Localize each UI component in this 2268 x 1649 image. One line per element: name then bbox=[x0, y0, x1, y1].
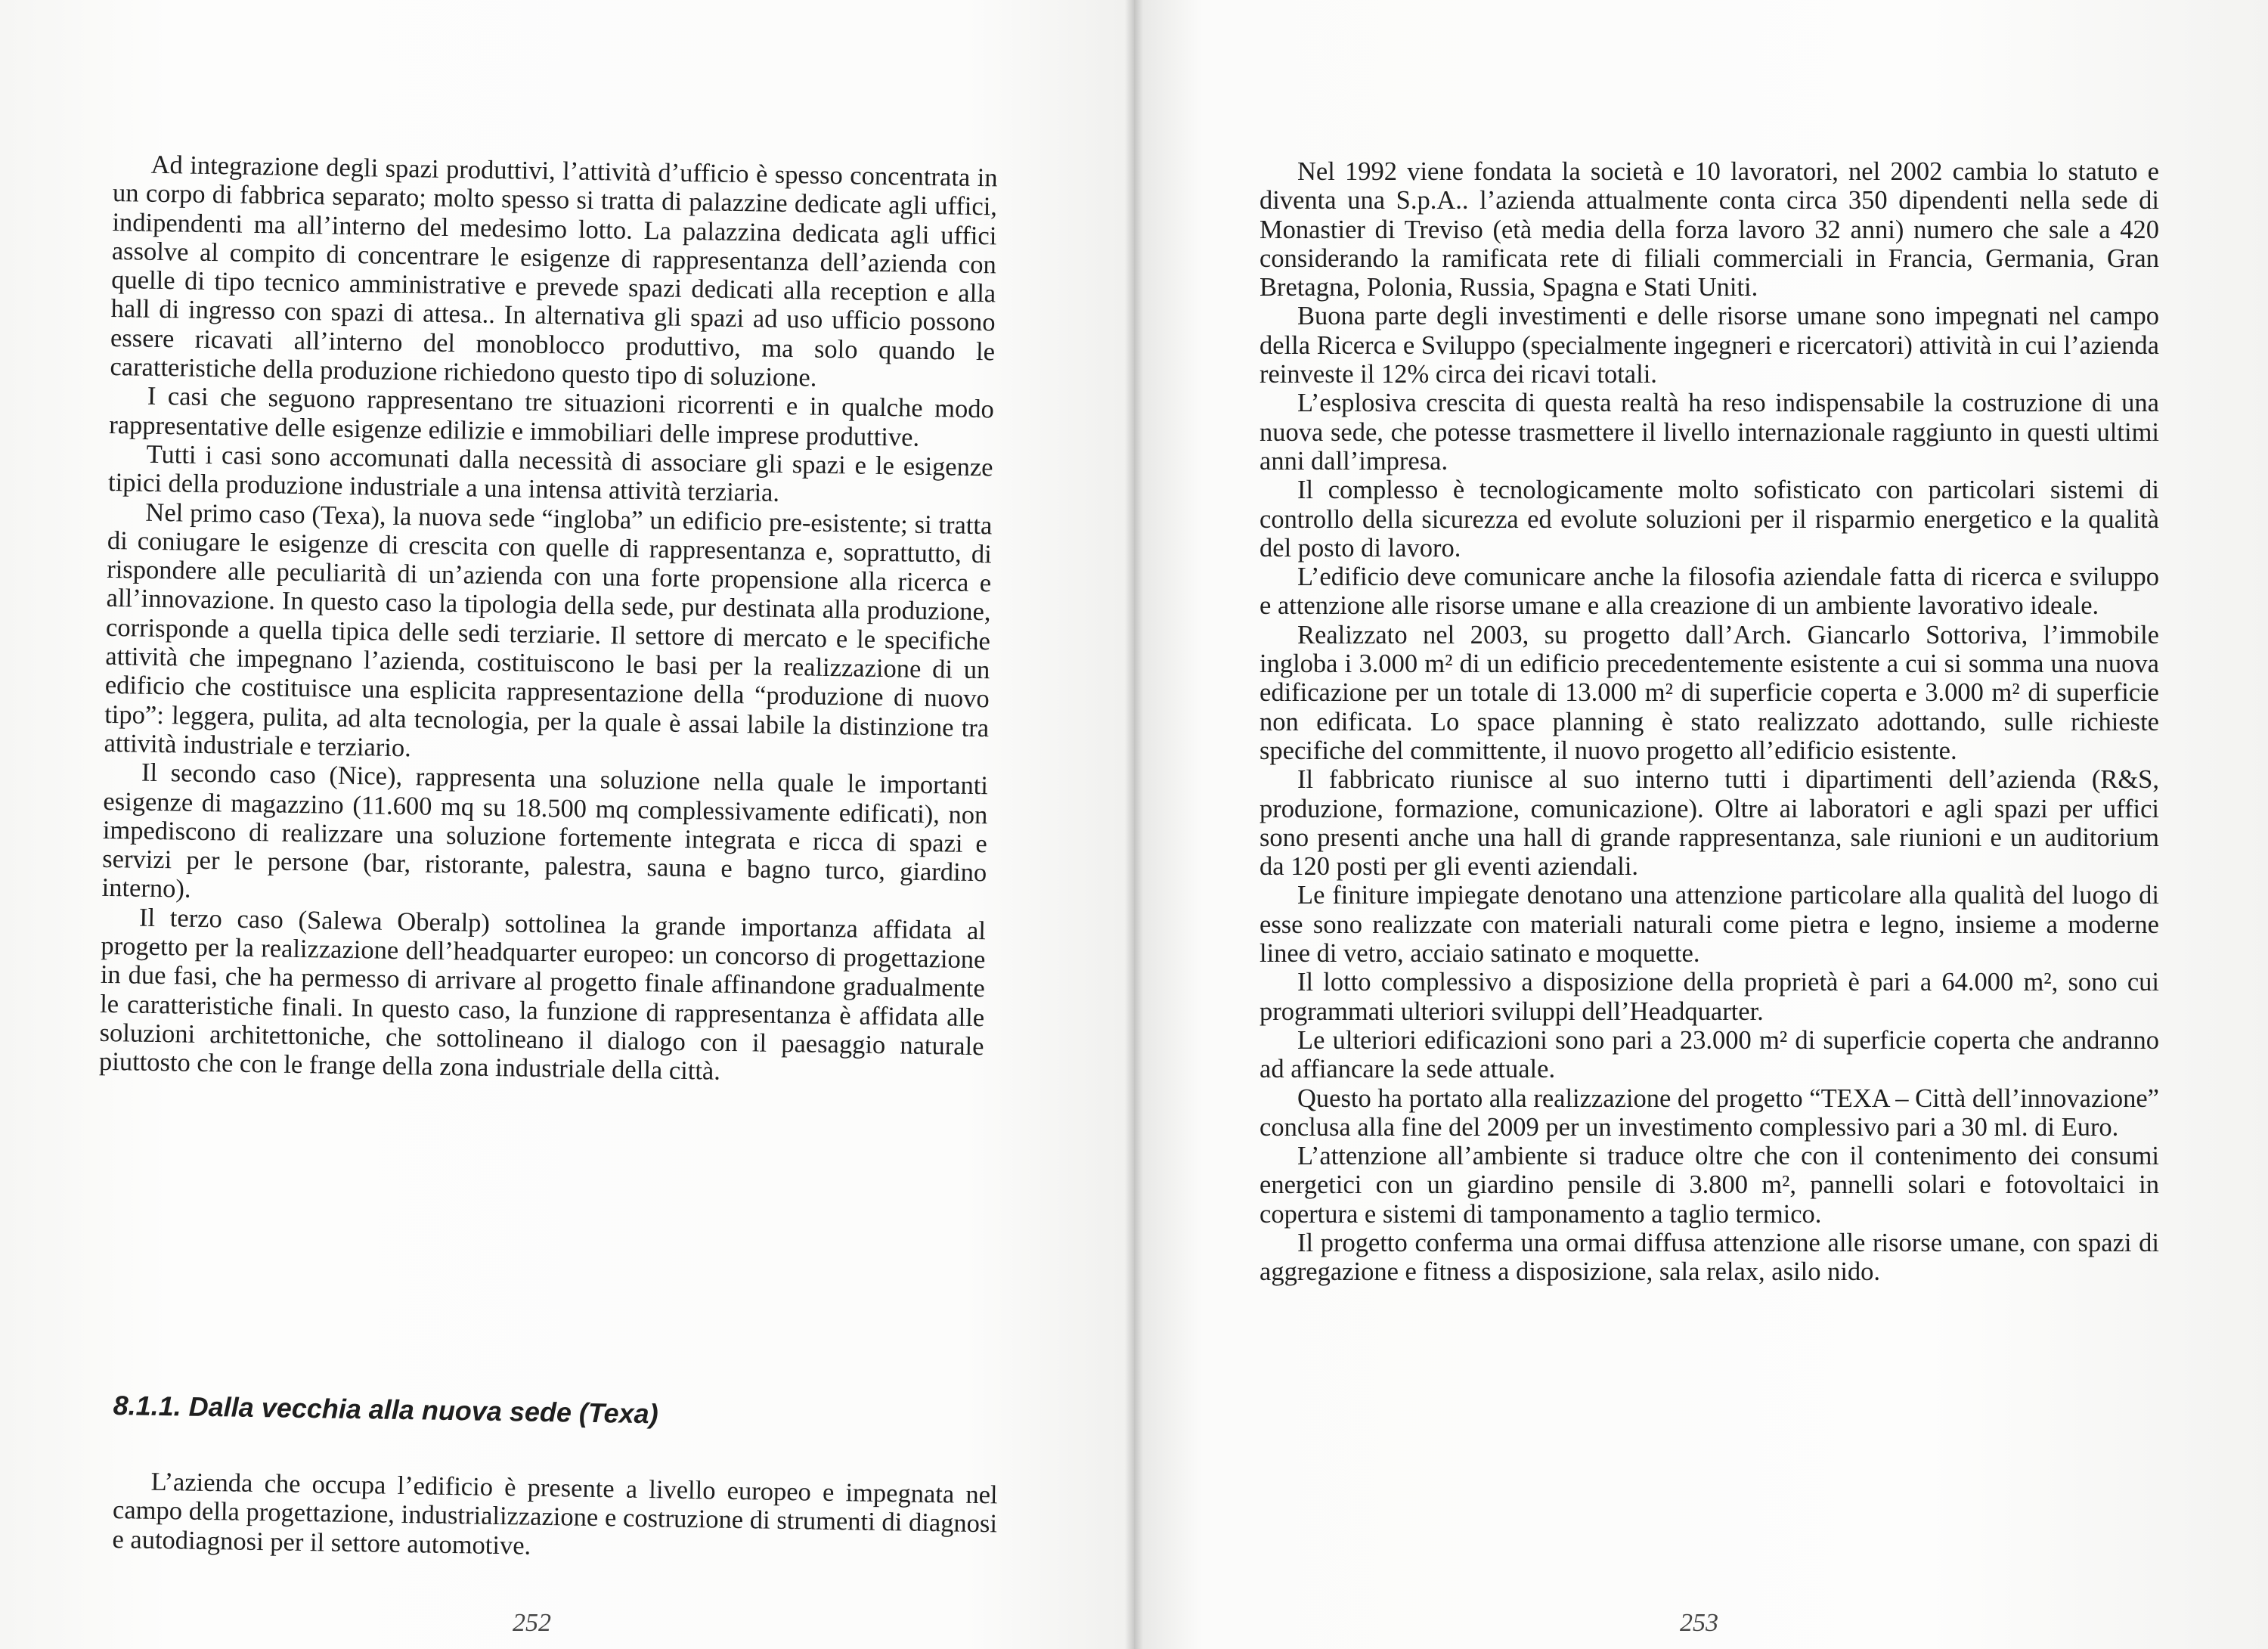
paragraph: Il secondo caso (Nice), rappresenta una soluzione nella quale le importanti esigenze di magazzino (11.600 mq su 18.500 mq complessivamente edificati), non impediscono di realizzare una soluzione fortemente integrata e ricca di spazi e servizi per le persone (bar, ristorante, palestra, sauna e bagno turco, giardino interno). bbox=[101, 758, 989, 904]
section-heading: 8.1.1. Dalla vecchia alla nuova sede (Texa) bbox=[113, 1390, 658, 1430]
paragraph: L’azienda che occupa l’edificio è presente a livello europeo e impegnata nel campo della progettazione, industrializzazione e costruzione di strumenti di diagnosi e autodiagnosi per il settore automotive. bbox=[112, 1467, 998, 1561]
left-page-body bbox=[99, 150, 998, 1090]
paragraph: Le finiture impiegate denotano una attenzione particolare alla qualità del luogo di esse sono realizzate con materiali naturali come pietra e legno, insieme a moderne linee di vetro, acciaio satinato e moquette. bbox=[1259, 881, 2159, 969]
paragraph: Questo ha portato alla realizzazione del progetto “TEXA – Città dell’innovazione” conclusa alla fine del 2009 per un investimento complessivo pari a 30 ml. di Euro. bbox=[1259, 1083, 2159, 1142]
right-page bbox=[1134, 0, 2268, 1649]
section-body bbox=[112, 1467, 998, 1567]
book-gutter bbox=[1125, 0, 1143, 1649]
paragraph: Nel primo caso (Texa), la nuova sede “ingloba” un edificio pre-esistente; si tratta di coniugare le esigenze di crescita con quelle di rappresentanza e, soprattutto, di rispondere alle peculiarità di un’azienda con una forte propensione alla ricerca e all’innovazione. In questo caso la tipologia della sede, pur destinata alla produzione, corrisponde a quella tipica delle sedi terziarie. Il settore di mercato e le specifiche attività che impegnano l’azienda, costituiscono le basi per la realizzazione di un edificio che costituisce una esplicita rappresentazione della “produzione di nuovo tipo”: leggera, pulita, ad alta tecnologia, per la quale è assai labile la distinzione tra attività industriale e terziario. bbox=[104, 497, 993, 763]
paragraph: L’esplosiva crescita di questa realtà ha reso indispensabile la costruzione di una nuova sede, che potesse trasmettere il livello internazionale raggiunto in questi ultimi anni dall’impresa. bbox=[1259, 389, 2159, 476]
page-number: 252 bbox=[513, 1609, 551, 1637]
paragraph: Le ulteriori edificazioni sono pari a 23.000 m² di superficie coperta che andranno ad affiancare la sede attuale. bbox=[1259, 1025, 2159, 1084]
paragraph: Buona parte degli investimenti e delle risorse umane sono impegnati nel campo della Ricerca e Sviluppo (specialmente ingegneri e ricercatori) attività in cui l’azienda reinveste il 12% circa dei ricavi totali. bbox=[1259, 302, 2159, 389]
paragraph: L’edificio deve comunicare anche la filosofia aziendale fatta di ricerca e sviluppo e attenzione alle risorse umane e alla creazione di un ambiente lavorativo ideale. bbox=[1259, 563, 2159, 621]
paragraph: Ad integrazione degli spazi produttivi, l’attività d’ufficio è spesso concentrata in un corpo di fabbrica separato; molto spesso si tratta di palazzine dedicate agli uffici, indipendenti ma all’interno del medesimo lotto. La palazzina dedicata agli uffici assolve al compito di concentrare le esigenze di rappresentanza dell’azienda con quelle di tipo tecnico amministrative e prevede spazi dedicati alla reception e alla hall di ingresso con spazi di attesa.. In alternativa gli spazi ad uso ufficio possono essere ricavati all’interno del monoblocco produttivo, ma solo quando le caratteristiche della produzione richiedono questo tipo di soluzione. bbox=[110, 150, 998, 392]
page-number: 253 bbox=[1680, 1609, 1718, 1637]
paragraph: I casi che seguono rappresentano tre situazioni ricorrenti e in qualche modo rappresentative delle esigenze edilizie e immobiliari delle imprese produttive. bbox=[108, 382, 995, 452]
paragraph: Realizzato nel 2003, su progetto dall’Arch. Giancarlo Sottoriva, l’immobile ingloba i 3.000 m² di un edificio precedentemente esistente a cui si somma una nuova edificazione per un totale di 13.000 m² di superficie coperta e 3.000 m² di superficie non edificata. Lo space planning è stato realizzato adottando, sulle richieste specifiche del committente, il nuovo progetto all’edificio esistente. bbox=[1259, 620, 2159, 765]
paragraph: Il complesso è tecnologicamente molto sofisticato con particolari sistemi di controllo della sicurezza ed evolute soluzioni per il risparmio energetico e la qualità del posto di lavoro. bbox=[1259, 476, 2159, 563]
right-page-body bbox=[1259, 157, 2159, 1287]
paragraph: Il fabbricato riunisce al suo interno tutti i dipartimenti dell’azienda (R&S, produzione, formazione, comunicazione). Oltre ai laboratori e agli spazi per uffici sono presenti anche una hall di grande rappresentanza, sale riunioni e un auditorium da 120 posti per gli eventi aziendali. bbox=[1259, 765, 2159, 882]
paragraph: Nel 1992 viene fondata la società e 10 lavoratori, nel 2002 cambia lo statuto e diventa una S.p.A.. l’azienda attualmente conta circa 350 dipendenti nella sede di Monastier di Treviso (età media della forza lavoro 32 anni) numero che sale a 420 considerando la ramificata rete di filiali commerciali in Francia, Germania, Gran Bretagna, Polonia, Russia, Spagna e Stati Uniti. bbox=[1259, 157, 2159, 302]
paragraph: Il terzo caso (Salewa Oberalp) sottolinea la grande importanza affidata al progetto per la realizzazione dell’headquarter europeo: un concorso di progettazione in due fasi, che ha permesso di arrivare al progetto finale affinandone gradualmente le caratteristiche finali. In questo caso, la funzione di rappresentanza è affidata alle soluzioni architettoniche, che sottolineano il dialogo con il paesaggio naturale piuttosto che con le frange della zona industriale della città. bbox=[98, 903, 987, 1086]
paragraph: Il progetto conferma una ormai diffusa attenzione alle risorse umane, con spazi di aggregazione e fitness a disposizione, sala relax, asilo nido. bbox=[1259, 1228, 2159, 1287]
paragraph: Tutti i casi sono accomunati dalla necessità di associare gli spazi e le esigenze tipici della produzione industriale a una intensa attività terziaria. bbox=[107, 439, 993, 508]
paragraph: Il lotto complessivo a disposizione della proprietà è pari a 64.000 m², sono cui programmati ulteriori sviluppi dell’Headquarter. bbox=[1259, 968, 2159, 1026]
paragraph: L’attenzione all’ambiente si traduce oltre che con il contenimento dei consumi energetici con un giardino pensile di 3.800 m², pannelli solari e fotovoltaici in copertura e sistemi di tamponamento a taglio termico. bbox=[1259, 1142, 2159, 1229]
